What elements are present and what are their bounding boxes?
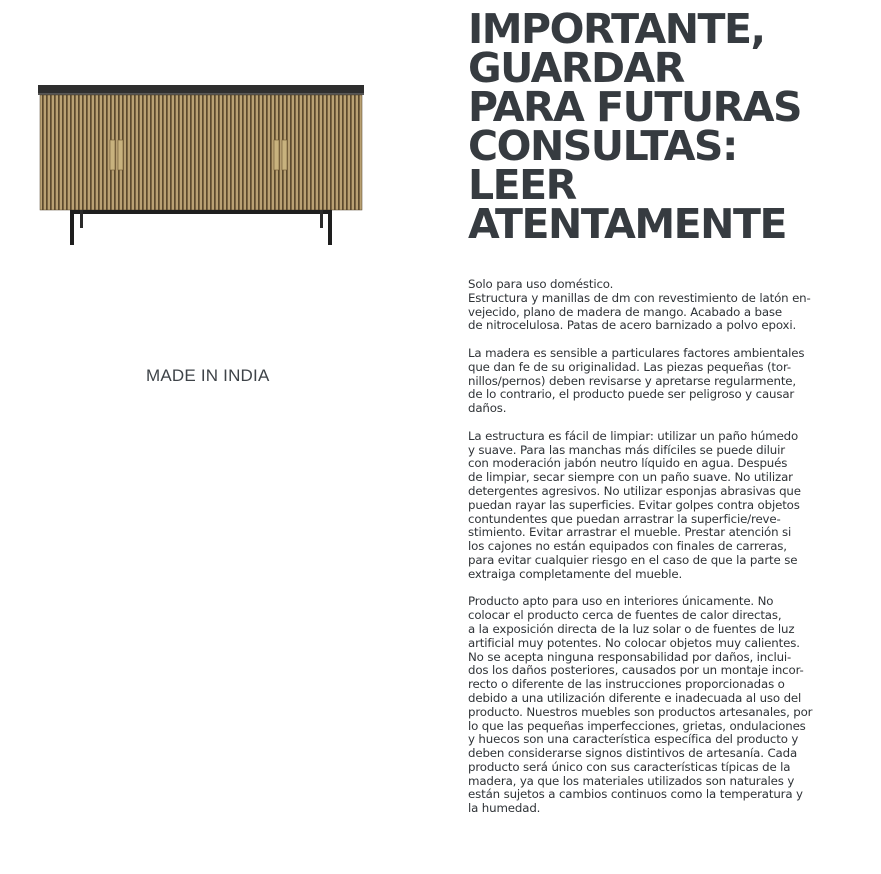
text-line: artificial muy potentes. No colocar objetos muy calientes.: [468, 635, 800, 650]
text-line: contundentes que puedan arrastrar la superficie/reve-: [468, 511, 781, 526]
text-line: producto. Nuestros muebles son productos artesanales, por: [468, 704, 813, 719]
paragraph-cleaning: [468, 430, 853, 582]
title-line: PARA FUTURAS: [468, 83, 801, 131]
text-line: con moderación jabón neutro líquido en agua. Después: [468, 456, 788, 471]
text-line: están sujetos a cambios continuos como la temperatura y: [468, 787, 803, 802]
title-line: ATENTAMENTE: [468, 200, 786, 248]
right-handle: [274, 140, 279, 170]
text-line: que dan fe de su originalidad. Las piezas pequeñas (tor-: [468, 359, 792, 374]
text-line: stimiento. Evitar arrastrar el mueble. Prestar atención si: [468, 525, 792, 540]
text-line: La estructura es fácil de limpiar: utilizar un paño húmedo: [468, 428, 799, 443]
text-line: vejecido, plano de madera de mango. Acabado a base: [468, 304, 783, 319]
text-line: madera, ya que los materiales utilizados son naturales y: [468, 773, 795, 788]
text-line: Producto apto para uso en interiores únicamente. No: [468, 594, 774, 609]
text-line: detergentes agresivos. No utilizar esponjas abrasivas que: [468, 483, 801, 498]
text-line: los cajones no están equipados con finales de carreras,: [468, 539, 787, 554]
text-line: extraiga completamente del mueble.: [468, 566, 683, 581]
paragraph-wood: [468, 347, 853, 416]
text-line: producto será único con sus características típicas de la: [468, 759, 791, 774]
page-title: [468, 5, 868, 248]
text-line: deben considerarse signos distintivos de artesanía. Cada: [468, 746, 798, 761]
text-line: de lo contrario, el producto puede ser peligroso y causar: [468, 387, 795, 402]
text-line: debido a una utilización diferente e inadecuada al uso del: [468, 690, 802, 705]
sideboard-product-image: [36, 82, 366, 248]
text-line: nillos/pernos) deben revisarse y apretarse regularmente,: [468, 373, 797, 388]
text-line: Estructura y manillas de dm con revestimiento de latón en-: [468, 290, 811, 305]
text-line: recto o diferente de las instrucciones proporcionadas o: [468, 677, 785, 692]
text-line: No se acepta ninguna responsabilidad por daños, inclui-: [468, 649, 792, 664]
text-line: de nitrocelulosa. Patas de acero barnizado a polvo epoxi.: [468, 318, 797, 333]
text-line: y suave. Para las manchas más difíciles se puede diluir: [468, 442, 785, 457]
instructions-text: [468, 278, 853, 830]
text-line: a la exposición directa de la luz solar o de fuentes de luz: [468, 621, 795, 636]
title-line: LEER: [468, 161, 576, 209]
sideboard-base: [70, 210, 332, 214]
paragraph-usage: [468, 278, 853, 333]
text-line: de limpiar, secar siempre con un paño suave. No utilizar: [468, 470, 793, 485]
sideboard-body: [40, 95, 362, 210]
made-in-label: MADE IN INDIA: [146, 366, 270, 385]
text-line: puedan rayar las superficies. Evitar golpes contra objetos: [468, 497, 800, 512]
text-line: para evitar cualquier riesgo en el caso de que la parte se: [468, 552, 798, 567]
text-line: dos los daños posteriores, causados por un montaje incor-: [468, 663, 804, 678]
title-line: CONSULTAS:: [468, 122, 737, 170]
text-line: La madera es sensible a particulares factores ambientales: [468, 345, 805, 360]
left-handle: [110, 140, 115, 170]
paragraph-indoor-use: [468, 595, 853, 816]
text-line: daños.: [468, 401, 507, 416]
text-line: y huecos son una característica específica del producto y: [468, 732, 799, 747]
title-line: GUARDAR: [468, 44, 684, 92]
text-line: Solo para uso doméstico.: [468, 277, 614, 291]
text-line: la humedad.: [468, 801, 541, 816]
text-line: lo que las pequeñas imperfecciones, grietas, ondulaciones: [468, 718, 806, 733]
title-line: IMPORTANTE,: [468, 5, 765, 53]
text-line: colocar el producto cerca de fuentes de calor directas,: [468, 608, 782, 623]
